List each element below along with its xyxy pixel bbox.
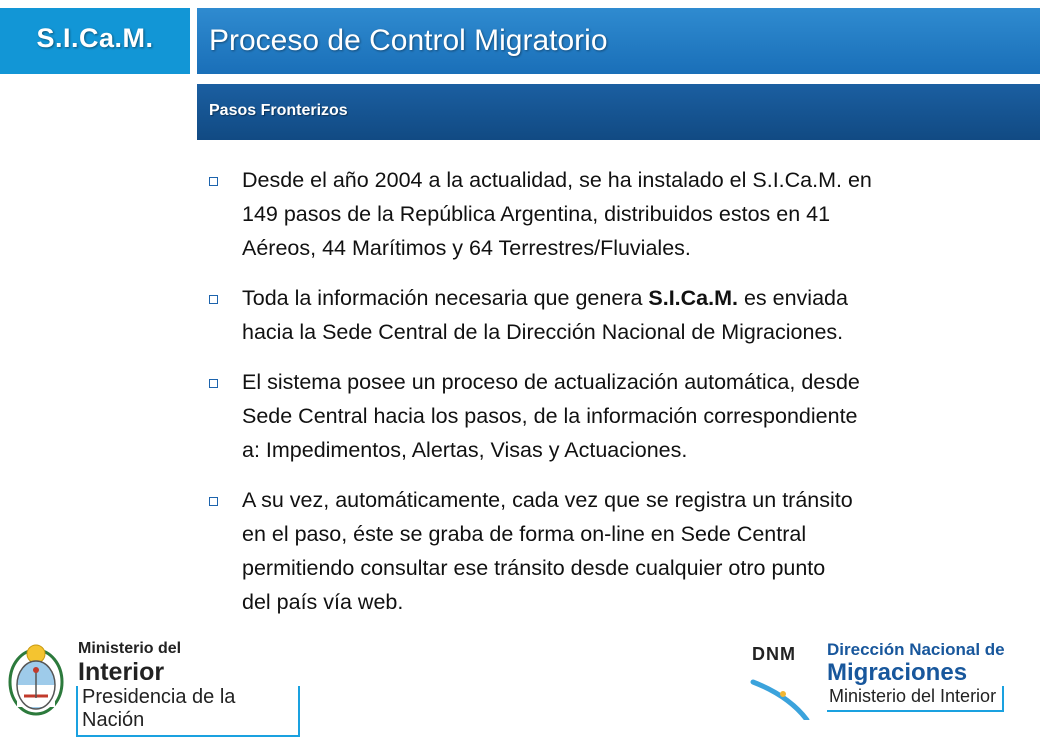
sicam-logo-box <box>0 8 190 74</box>
dnm-line2: Migraciones <box>827 659 968 686</box>
bullet-item <box>208 281 1008 349</box>
bullet-bold-text: S.I.Ca.M. <box>648 286 738 310</box>
bullet-line: Aéreos, 44 Marítimos y 64 Terrestres/Fluviales. <box>242 236 691 260</box>
coat-of-arms-icon <box>6 638 66 718</box>
bullet-line: hacia la Sede Central de la Dirección Nacional de Migraciones. <box>242 320 844 344</box>
dnm-line1: Dirección Nacional de <box>827 640 1005 659</box>
page-title: Proceso de Control Migratorio <box>209 24 608 57</box>
bullet-line: Toda la información necesaria que genera <box>242 286 649 310</box>
presidencia-line: Presidencia de la Nación <box>76 686 300 737</box>
bullet-line: a: Impedimentos, Alertas, Visas y Actuaciones. <box>242 438 688 462</box>
ministerio-logo <box>0 636 300 731</box>
dnm-mark: DNM <box>752 644 796 664</box>
dnm-line3: Ministerio del Interior <box>827 686 1004 712</box>
page-subtitle: Pasos Fronterizos <box>209 102 348 119</box>
square-bullet-icon <box>209 379 218 388</box>
bullet-line: El sistema posee un proceso de actualización automática, desde <box>242 370 860 394</box>
bullet-item <box>208 483 1008 619</box>
subtitle-bar <box>197 84 1040 140</box>
title-bar <box>197 8 1040 74</box>
bullet-item <box>208 365 1008 467</box>
bullet-list <box>208 163 1008 635</box>
square-bullet-icon <box>209 295 218 304</box>
bullet-line: Sede Central hacia los pasos, de la información correspondiente <box>242 404 858 428</box>
ministerio-line1: Ministerio del <box>78 640 182 657</box>
sicam-logo-text: S.I.Ca.M. <box>36 23 154 53</box>
ministerio-line2: Interior <box>78 658 165 686</box>
bullet-line: es enviada <box>737 286 848 310</box>
dnm-logo <box>735 632 1035 720</box>
bullet-line: A su vez, automáticamente, cada vez que se registra un tránsito <box>242 488 853 512</box>
bullet-item <box>208 163 1008 265</box>
square-bullet-icon <box>209 177 218 186</box>
bullet-line: 149 pasos de la República Argentina, distribuidos estos en 41 <box>242 202 831 226</box>
bullet-line: en el paso, éste se graba de forma on-line en Sede Central <box>242 522 807 546</box>
bullet-line: del país vía web. <box>242 590 404 614</box>
bullet-line: Desde el año 2004 a la actualidad, se ha instalado el S.I.Ca.M. en <box>242 168 872 192</box>
square-bullet-icon <box>209 497 218 506</box>
bullet-line: permitiendo consultar ese tránsito desde cualquier otro punto <box>242 556 826 580</box>
